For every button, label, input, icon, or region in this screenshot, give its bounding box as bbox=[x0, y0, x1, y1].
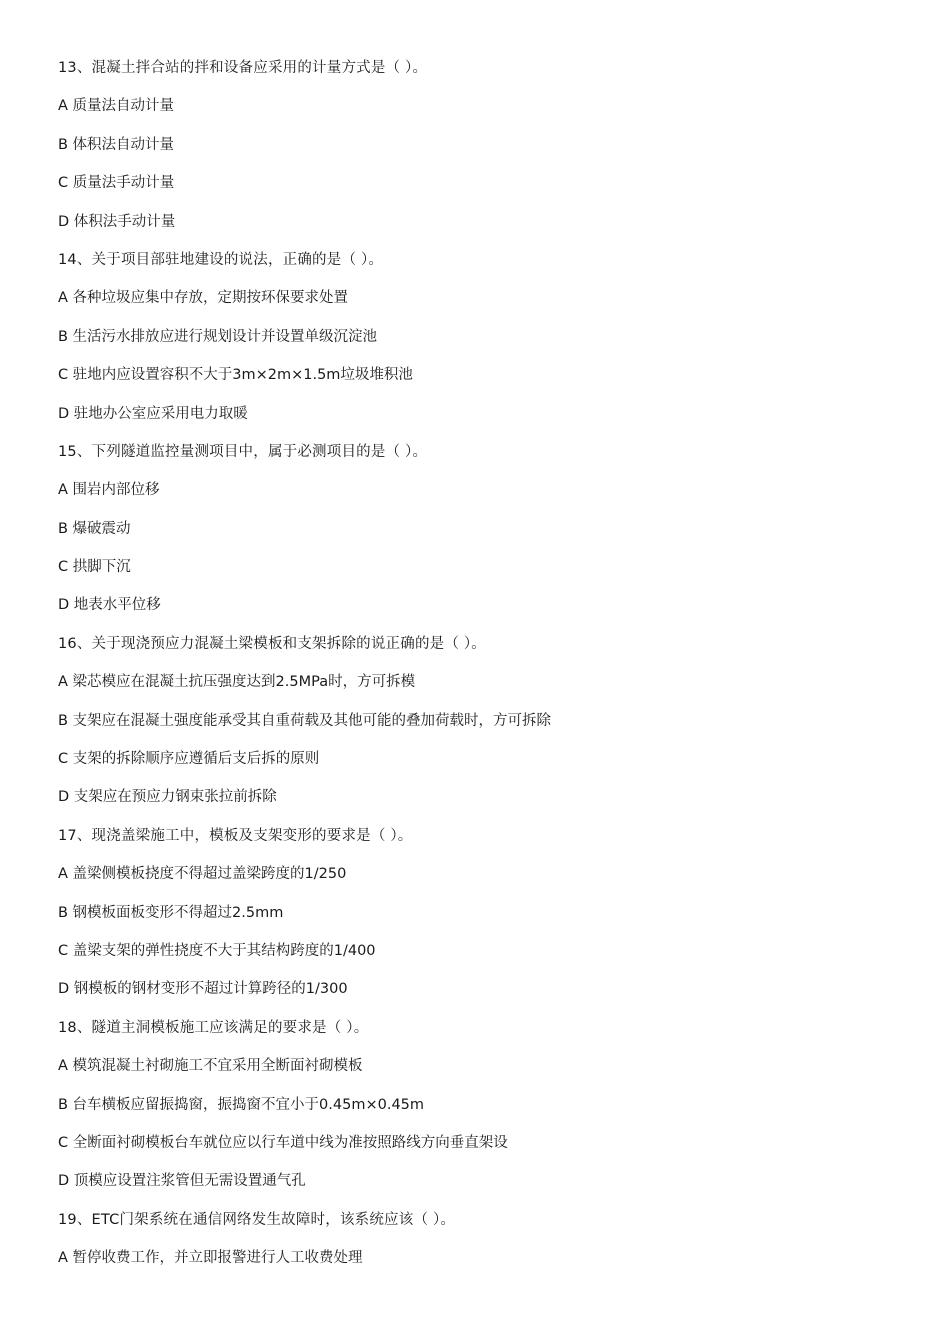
option-16-c: C 支架的拆除顺序应遵循后支后拆的原则 bbox=[58, 751, 320, 768]
question-13: 13、混凝土拌合站的拌和设备应采用的计量方式是（ ）。 bbox=[58, 60, 428, 76]
option-17-d: D 钢模板的钢材变形不超过计算跨径的1/300 bbox=[58, 981, 348, 998]
question-16: 16、关于现浇预应力混凝土梁模板和支架拆除的说正确的是（ ）。 bbox=[58, 635, 487, 652]
option-13-a: A 质量法自动计量 bbox=[58, 98, 175, 115]
option-17-b: B 钢模板面板变形不得超过2.5mm bbox=[58, 904, 284, 921]
option-18-b: B 台车横板应留振捣窗，振捣窗不宜小于0.45m×0.45m bbox=[58, 1096, 425, 1113]
option-19-a: A 暂停收费工作，并立即报警进行人工收费处理 bbox=[58, 1250, 363, 1267]
option-16-a: A 梁芯模应在混凝土抗压强度达到2.5MPa时，方可拆模 bbox=[58, 674, 416, 691]
option-14-c: C 驻地内应设置容积不大于3m×2m×1.5m垃圾堆积池 bbox=[58, 367, 413, 384]
option-17-a: A 盖梁侧模板挠度不得超过盖梁跨度的1/250 bbox=[58, 866, 347, 883]
option-15-a: A 围岩内部位移 bbox=[58, 482, 160, 499]
option-13-b: B 体积法自动计量 bbox=[58, 136, 175, 153]
question-15: 15、下列隧道监控量测项目中，属于必测项目的是（ ）。 bbox=[58, 443, 428, 460]
option-18-c: C 全断面衬砌模板台车就位应以行车道中线为准按照路线方向垂直架设 bbox=[58, 1134, 508, 1151]
option-16-b: B 支架应在混凝土强度能承受其自重荷载及其他可能的叠加荷载时，方可拆除 bbox=[58, 712, 552, 729]
question-19: 19、ETC门架系统在通信网络发生故障时，该系统应该（ ）。 bbox=[58, 1211, 456, 1228]
option-14-b: B 生活污水排放应进行规划设计并设置单级沉淀池 bbox=[58, 328, 378, 345]
option-16-d: D 支架应在预应力钢束张拉前拆除 bbox=[58, 789, 277, 806]
option-14-d: D 驻地办公室应采用电力取暖 bbox=[58, 405, 248, 422]
option-15-d: D 地表水平位移 bbox=[58, 597, 161, 614]
question-17: 17、现浇盖梁施工中，模板及支架变形的要求是（ ）。 bbox=[58, 827, 413, 844]
option-13-c: C 质量法手动计量 bbox=[58, 175, 175, 192]
option-15-b: B 爆破震动 bbox=[58, 520, 131, 537]
question-list bbox=[58, 58, 551, 1287]
question-18: 18、隧道主洞模板施工应该满足的要求是（ ）。 bbox=[58, 1019, 369, 1036]
option-18-d: D 顶模应设置注浆管但无需设置通气孔 bbox=[58, 1173, 306, 1190]
question-14: 14、关于项目部驻地建设的说法，正确的是（ ）。 bbox=[58, 251, 384, 268]
option-13-d: D 体积法手动计量 bbox=[58, 213, 176, 230]
option-14-a: A 各种垃圾应集中存放，定期按环保要求处置 bbox=[58, 290, 349, 307]
option-17-c: C 盖梁支架的弹性挠度不大于其结构跨度的1/400 bbox=[58, 942, 376, 959]
option-18-a: A 模筑混凝土衬砌施工不宜采用全断面衬砌模板 bbox=[58, 1058, 363, 1075]
option-15-c: C 拱脚下沉 bbox=[58, 559, 131, 576]
